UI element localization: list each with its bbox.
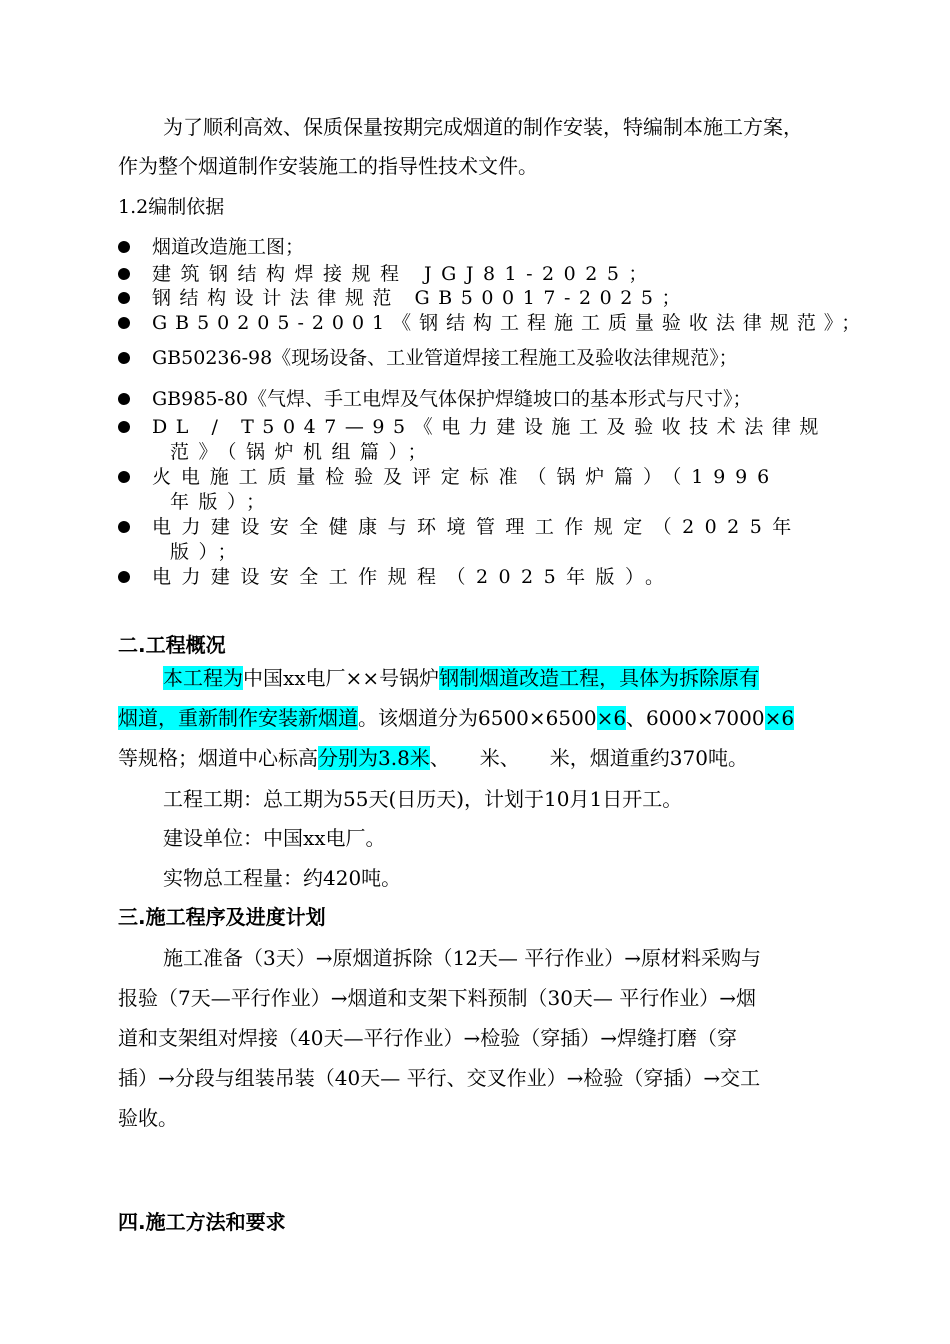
bullet-icon bbox=[118, 268, 130, 280]
intro-line-2: 作为整个烟道制作安装施工的指导性技术文件。 bbox=[118, 154, 538, 178]
basis-item-9-continued: 版）； bbox=[170, 541, 247, 563]
schedule-line-1: 施工准备（3天）→原烟道拆除（12天— 平行作业）→原材料采购与 bbox=[163, 946, 762, 970]
overview-owner: 建设单位：中国xx电厂。 bbox=[163, 826, 386, 850]
basis-item-7-continued: 范》（锅炉机组篇）； bbox=[170, 441, 437, 463]
overview-para-line-3: 等规格；烟道中心标高分别为3.8米、 米、 米，烟道重约370吨。 bbox=[118, 746, 748, 770]
bullet-icon bbox=[118, 571, 130, 583]
schedule-line-5: 验收。 bbox=[118, 1106, 178, 1130]
bullet-icon bbox=[118, 471, 130, 483]
bullet-icon bbox=[118, 317, 130, 329]
intro-line-1: 为了顺利高效、保质保量按期完成烟道的制作安装，特编制本施工方案， bbox=[163, 115, 803, 139]
schedule-line-4: 插）→分段与组装吊装（40天— 平行、交叉作业）→检验（穿插）→交工 bbox=[118, 1066, 761, 1090]
overview-para-line-1: 本工程为中国xx电厂××号锅炉钢制烟道改造工程，具体为拆除原有 bbox=[163, 666, 760, 690]
section-heading-methods: 四.施工方法和要求 bbox=[118, 1210, 286, 1234]
schedule-line-2: 报验（7天—平行作业）→烟道和支架下料预制（30天— 平行作业）→烟 bbox=[118, 986, 757, 1010]
bullet-icon bbox=[118, 241, 130, 253]
bullet-icon bbox=[118, 352, 130, 364]
bullet-icon bbox=[118, 521, 130, 533]
basis-item-8-continued: 年版）； bbox=[170, 491, 275, 513]
basis-heading: 1.2编制依据 bbox=[118, 196, 225, 218]
section-heading-schedule: 三.施工程序及进度计划 bbox=[118, 905, 326, 929]
overview-duration: 工程工期：总工期为55天(日历天)，计划于10月1日开工。 bbox=[163, 787, 683, 811]
bullet-icon bbox=[118, 292, 130, 304]
bullet-icon bbox=[118, 421, 130, 433]
overview-quantity: 实物总工程量：约420吨。 bbox=[163, 866, 402, 890]
document-page: 为了顺利高效、保质保量按期完成烟道的制作安装，特编制本施工方案， 作为整个烟道制作安装施工的指导性技术文件。 1.2编制依据 烟道改造施工图； 建筑钢结构焊接规程 JGJ81-2025； 钢结构设计法律规范 GB50017-2025； GB50205-2001《钢结构工程施工质量验收法律规范》； GB50236-98《现场设备、工业管道焊接工程施工及验收法律规范》； GB985-80《气焊、手工电焊及气体保护焊缝坡口的基本形式与尺寸》； DL / T5047—95《电力建设施工及验收技术法律规 范》（锅炉机组篇）； 火电施工质量检验及评定标准（锅炉篇）（1996 年版）； 电力建设安全健康与环境管理工作规定（2025年 版）； 电力建设安全工作规程（2025年版）。 二.工程概况 本工程为中国xx电厂××号锅炉钢制烟道改造工程，具体为拆除原有 烟道，重新制作安装新烟道。该烟道分为6500×6500×6、6000×7000×6 等规格；烟道中心标高分别为3.8米、 米、 米，烟道重约370吨。 工程工期：总工期为55天(日历天)，计划于10月1日开工。 建设单位：中国xx电厂。 实物总工程量：约420吨。 三.施工程序及进度计划 施工准备（3天）→原烟道拆除（12天— 平行作业）→原材料采购与 报验（7天—平行作业）→烟道和支架下料预制（30天— 平行作业）→烟 道和支架组对焊接（40天—平行作业）→检验（穿插）→焊缝打磨（穿 插）→分段与组装吊装（40天— 平行、交叉作业）→检验（穿插）→交工 验收。 四.施工方法和要求 bbox=[118, 115, 869, 1234]
section-heading-overview: 二.工程概况 bbox=[118, 633, 226, 657]
bullet-icon bbox=[118, 393, 130, 405]
schedule-line-3: 道和支架组对焊接（40天—平行作业）→检验（穿插）→焊缝打磨（穿 bbox=[118, 1026, 737, 1050]
overview-para-line-2: 烟道，重新制作安装新烟道。该烟道分为6500×6500×6、6000×7000×6 bbox=[118, 706, 795, 730]
